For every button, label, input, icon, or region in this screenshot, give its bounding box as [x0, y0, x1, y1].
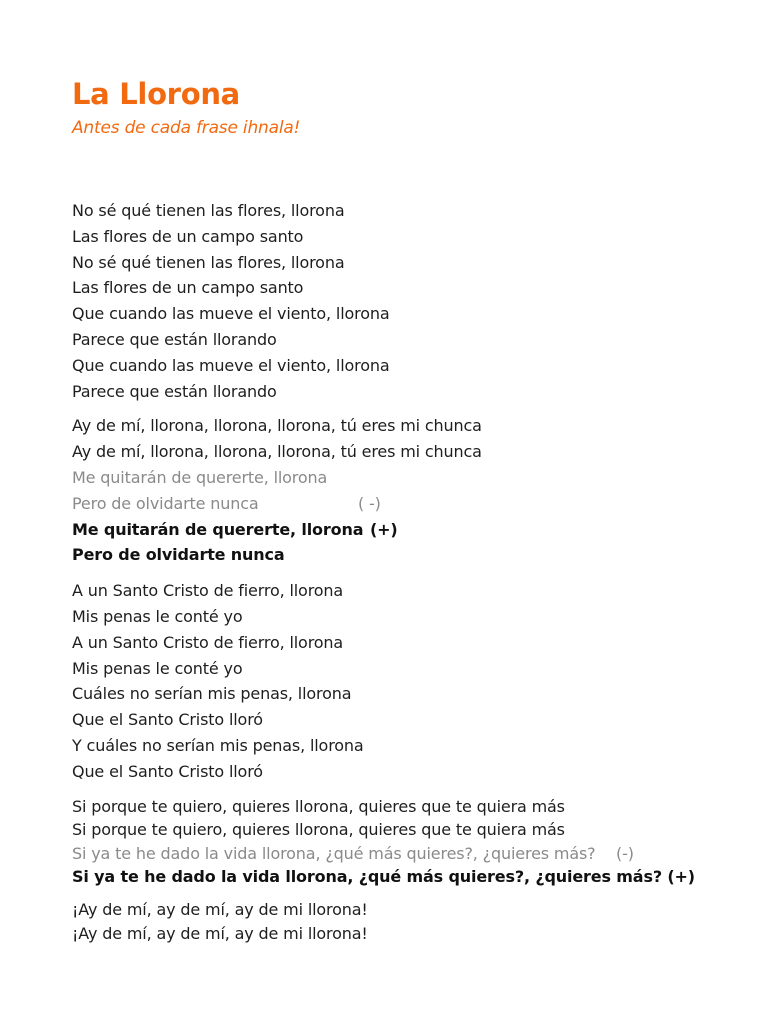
lyric-line: ¡Ay de mí, ay de mí, ay de mi llorona!: [72, 899, 368, 919]
lyric-line: A un Santo Cristo de fierro, llorona: [72, 632, 344, 652]
plus-marker: (+): [667, 867, 695, 887]
lyric-line: Ay de mí, llorona, llorona, llorona, tú eres mi chunca: [72, 442, 482, 462]
stanza-1: [72, 198, 732, 404]
lyric-line-minus: Me quitarán de quererte, llorona: [72, 467, 328, 487]
lyric-line: No sé qué tienen las flores, llorona: [72, 252, 345, 272]
lyric-line: Y cuáles no serían mis penas, llorona: [72, 735, 364, 755]
lyric-line: No sé qué tienen las flores, llorona: [72, 201, 345, 220]
lyric-text: Si ya te he dado la vida llorona, ¿qué más quieres?, ¿quieres más?: [72, 843, 596, 863]
minus-marker: ( -): [358, 493, 381, 513]
lyric-line-plus: [72, 865, 732, 889]
lyric-line: Parece que están llorando: [72, 329, 277, 349]
lyric-line: ¡Ay de mí, ay de mí, ay de mi llorona!: [72, 923, 368, 943]
lyric-line: Si porque te quiero, quieres llorona, quieres que te quiera más: [72, 796, 565, 816]
plus-marker: (+): [370, 519, 398, 539]
lyric-line: Ay de mí, llorona, llorona, llorona, tú eres mi chunca: [72, 416, 482, 436]
lyric-text: Si ya te he dado la vida llorona, ¿qué más quieres?, ¿quieres más?: [72, 867, 662, 887]
song-title: La Llorona: [72, 77, 240, 111]
lyrics-document: [72, 76, 732, 946]
lyric-line-minus: [72, 842, 732, 866]
stanza-3: [72, 578, 732, 784]
stanza-2: [72, 413, 732, 568]
stanza-4: [72, 795, 732, 889]
lyric-line-plus: [72, 517, 732, 543]
lyric-line: Mis penas le conté yo: [72, 606, 243, 626]
lyric-line: Cuáles no serían mis penas, llorona: [72, 684, 352, 704]
lyric-line: Que cuando las mueve el viento, llorona: [72, 355, 390, 375]
lyric-line: Mis penas le conté yo: [72, 658, 243, 678]
lyric-line: Parece que están llorando: [72, 381, 277, 401]
lyric-line: A un Santo Cristo de fierro, llorona: [72, 581, 344, 601]
lyric-line: Si porque te quiero, quieres llorona, quieres que te quiera más: [72, 820, 565, 840]
stanza-5: [72, 898, 732, 946]
lyric-line: Que el Santo Cristo lloró: [72, 710, 263, 730]
lyric-line: Que el Santo Cristo lloró: [72, 761, 263, 781]
lyric-line-minus: [72, 491, 732, 517]
lyric-line: Las flores de un campo santo: [72, 226, 304, 246]
lyric-text: Me quitarán de quererte, llorona: [72, 519, 364, 539]
song-subtitle: Antes de cada frase ihnala!: [72, 118, 301, 138]
minus-marker: (-): [616, 843, 634, 863]
lyric-text: Pero de olvidarte nunca: [72, 493, 259, 513]
lyric-line-plus: Pero de olvidarte nunca: [72, 545, 285, 565]
lyric-line: Que cuando las mueve el viento, llorona: [72, 304, 390, 324]
lyric-line: Las flores de un campo santo: [72, 278, 304, 298]
